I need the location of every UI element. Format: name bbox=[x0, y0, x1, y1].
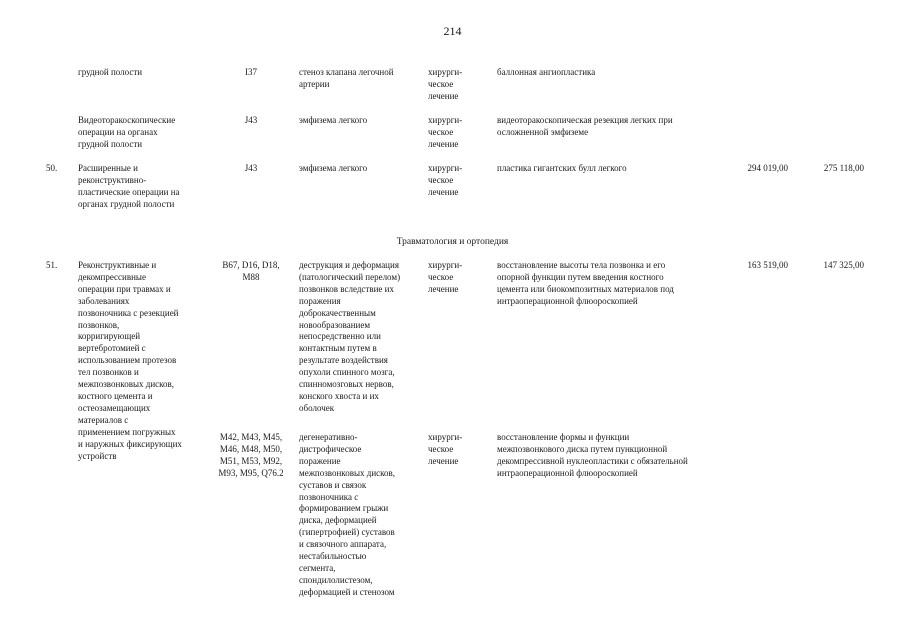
treatment-method-line: баллонная ангиопластика bbox=[497, 67, 596, 77]
procedure-name-line: корригирующей bbox=[78, 331, 141, 342]
treatment-type-line: ческое bbox=[428, 78, 454, 89]
icd-codes-line: M93, M95, Q76.2 bbox=[218, 467, 284, 478]
procedure-name-line: костного цемента и bbox=[78, 390, 153, 401]
icd-codes-line: M46, M48, M50, bbox=[219, 443, 283, 454]
diagnosis-line: деструкция и деформация bbox=[299, 260, 399, 270]
diagnosis-line: формированием грыжи bbox=[299, 503, 389, 514]
treatment-method bbox=[497, 163, 627, 175]
diagnosis-line: оболочек bbox=[299, 402, 335, 413]
diagnosis-line: суставов и связок bbox=[299, 479, 367, 490]
procedure-name-line: Реконструктивные и bbox=[78, 260, 157, 270]
diagnosis-line: стеноз клапана легочной bbox=[299, 67, 394, 77]
procedure-name-line: декомпрессивные bbox=[78, 271, 146, 282]
diagnosis-line: контактным путем в bbox=[299, 343, 377, 354]
procedure-name-line: применением погружных bbox=[78, 426, 176, 437]
procedure-name bbox=[78, 163, 180, 211]
icd-codes-line: M42, M43, M45, bbox=[219, 432, 283, 442]
treatment-method-line: декомпрессивной нуклеопластики с обязательной bbox=[497, 455, 688, 466]
treatment-method-line: межпозвонкового диска путем пункционной bbox=[497, 443, 668, 454]
treatment-method-line: цемента или биокомпозитных материалов под bbox=[497, 283, 674, 294]
diagnosis-line: (гипертрофией) суставов bbox=[299, 527, 395, 538]
treatment-type-line: хирурги- bbox=[428, 163, 463, 173]
procedure-name-line: Видеоторакоскопические bbox=[78, 115, 176, 125]
diagnosis bbox=[299, 432, 395, 599]
diagnosis bbox=[299, 115, 367, 127]
treatment-type-line: лечение bbox=[428, 138, 459, 149]
diagnosis-line: дистрофическое bbox=[299, 443, 362, 454]
procedure-name-line: пластические операции на bbox=[78, 186, 180, 197]
diagnosis-line: доброкачественным bbox=[299, 307, 376, 318]
treatment-type bbox=[428, 432, 462, 468]
treatment-method-line: восстановление высоты тела позвонка и его bbox=[497, 260, 666, 270]
procedure-name-line: вертебротомией с bbox=[78, 343, 146, 354]
treatment-type-line: ческое bbox=[428, 443, 454, 454]
diagnosis-line: позвонков вследствие их bbox=[299, 283, 394, 294]
section-title: Травматология и ортопедия bbox=[396, 237, 509, 247]
diagnosis-line: эмфизема легкого bbox=[299, 115, 368, 125]
icd-codes-line: M51, M53, M92, bbox=[219, 455, 283, 466]
treatment-type-line: лечение bbox=[428, 455, 459, 466]
icd-codes bbox=[208, 260, 294, 284]
diagnosis-line: сегмента, bbox=[299, 562, 336, 573]
treatment-type-line: хирурги- bbox=[428, 260, 463, 270]
treatment-type-line: лечение bbox=[428, 186, 459, 197]
diagnosis-line: непосредственно или bbox=[299, 331, 381, 342]
treatment-method bbox=[497, 432, 688, 480]
treatment-method bbox=[497, 67, 595, 79]
icd-codes bbox=[208, 115, 294, 127]
diagnosis-line: результате воздействия bbox=[299, 355, 388, 366]
procedure-name-line: тел позвонков и bbox=[78, 367, 139, 378]
icd-codes-line: J43 bbox=[244, 163, 258, 173]
diagnosis-line: деформацией и стенозом bbox=[299, 586, 395, 597]
icd-codes bbox=[208, 67, 294, 79]
icd-codes-line: B67, D16, D18, bbox=[222, 260, 280, 270]
procedure-name-line: заболеваниях bbox=[78, 295, 130, 306]
treatment-method bbox=[497, 260, 674, 308]
diagnosis bbox=[299, 260, 400, 415]
treatment-type bbox=[428, 163, 462, 199]
procedure-name-line: грудной полости bbox=[78, 67, 143, 77]
price-subsidy: 147 325,00 bbox=[823, 260, 864, 270]
procedure-name-line: грудной полости bbox=[78, 138, 143, 149]
diagnosis bbox=[299, 163, 367, 175]
treatment-type-line: хирурги- bbox=[428, 67, 463, 77]
diagnosis-line: межпозвонковых дисков, bbox=[299, 467, 396, 478]
treatment-type-line: ческое bbox=[428, 271, 454, 282]
icd-codes-line: M88 bbox=[242, 271, 260, 282]
diagnosis-line: спондилолистезом, bbox=[299, 574, 373, 585]
procedure-name-line: устройств bbox=[78, 450, 117, 461]
diagnosis-line: поражение bbox=[299, 455, 341, 466]
diagnosis-line: спинномозговых нервов, bbox=[299, 379, 394, 390]
procedure-name-line: и наружных фиксирующих bbox=[78, 438, 182, 449]
treatment-type-line: лечение bbox=[428, 283, 459, 294]
treatment-method-line: пластика гигантских булл легкого bbox=[497, 163, 627, 173]
treatment-method-line: интраоперационной флюороскопией bbox=[497, 467, 638, 478]
price-total: 294 019,00 bbox=[747, 163, 788, 173]
diagnosis-line: дегенеративно- bbox=[299, 432, 358, 442]
icd-codes bbox=[208, 163, 294, 175]
diagnosis-line: поражения bbox=[299, 295, 341, 306]
procedure-name-line: Расширенные и bbox=[78, 163, 138, 173]
treatment-method-line: интраоперационной флюороскопией bbox=[497, 295, 638, 306]
diagnosis-line: новообразованием bbox=[299, 319, 371, 330]
diagnosis-line: опухоли спинного мозга, bbox=[299, 367, 395, 378]
treatment-method bbox=[497, 115, 673, 139]
diagnosis-line: нестабильностью bbox=[299, 551, 367, 562]
procedure-name-line: позвоночника с резекцией bbox=[78, 307, 179, 318]
treatment-type-line: хирурги- bbox=[428, 115, 463, 125]
treatment-method-line: осложненной эмфиземе bbox=[497, 126, 589, 137]
procedure-name bbox=[78, 67, 142, 79]
treatment-method-line: восстановление формы и функции bbox=[497, 432, 630, 442]
treatment-method-line: опорной функции путем введения костного bbox=[497, 271, 664, 282]
procedure-name-line: операции при травмах и bbox=[78, 283, 171, 294]
diagnosis-line: позвоночника с bbox=[299, 491, 359, 502]
diagnosis-line: и связочного аппарата, bbox=[299, 539, 387, 550]
treatment-type bbox=[428, 115, 462, 151]
procedure-name-line: межпозвонковых дисков, bbox=[78, 379, 175, 390]
diagnosis-line: диска, деформацией bbox=[299, 515, 377, 526]
page-number: 214 bbox=[443, 24, 462, 38]
row-number: 51. bbox=[46, 260, 58, 270]
procedure-name-line: операции на органах bbox=[78, 126, 158, 137]
procedure-name-line: позвонков, bbox=[78, 319, 120, 330]
price-subsidy: 275 118,00 bbox=[823, 163, 864, 173]
treatment-type bbox=[428, 67, 462, 103]
diagnosis-line: (патологический перелом) bbox=[299, 271, 401, 282]
icd-codes-line: I37 bbox=[245, 67, 257, 77]
diagnosis-line: конского хвоста и их bbox=[299, 390, 379, 401]
treatment-type-line: ческое bbox=[428, 126, 454, 137]
procedure-name-line: органах грудной полости bbox=[78, 198, 175, 209]
procedure-name bbox=[78, 115, 175, 151]
treatment-method-line: видеоторакоскопическая резекция легких при bbox=[497, 115, 673, 125]
procedure-name-line: остеозамещающих bbox=[78, 402, 151, 413]
treatment-type-line: ческое bbox=[428, 174, 454, 185]
procedure-name-line: использованием протезов bbox=[78, 355, 177, 366]
icd-codes bbox=[208, 432, 294, 480]
diagnosis-line: артерии bbox=[299, 78, 330, 89]
row-number: 50. bbox=[46, 163, 58, 173]
treatment-type-line: лечение bbox=[428, 90, 459, 101]
diagnosis bbox=[299, 67, 394, 91]
diagnosis-line: эмфизема легкого bbox=[299, 163, 368, 173]
treatment-type-line: хирурги- bbox=[428, 432, 463, 442]
price-total: 163 519,00 bbox=[747, 260, 788, 270]
procedure-name-line: материалов с bbox=[78, 414, 129, 425]
procedure-name bbox=[78, 260, 182, 462]
treatment-type bbox=[428, 260, 462, 296]
procedure-name-line: реконструктивно- bbox=[78, 174, 147, 185]
icd-codes-line: J43 bbox=[244, 115, 258, 125]
